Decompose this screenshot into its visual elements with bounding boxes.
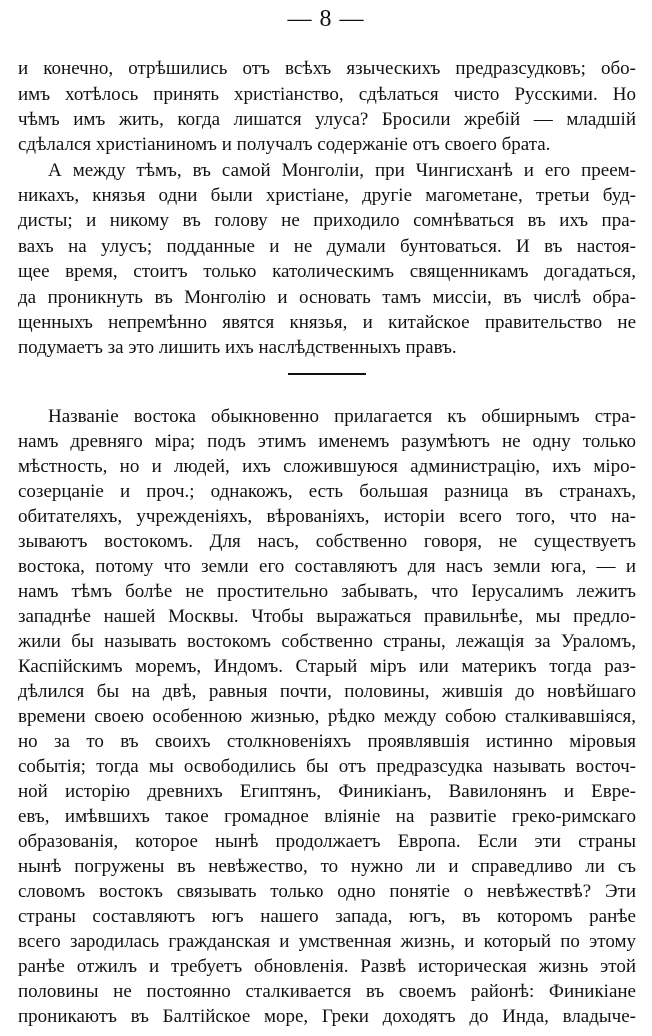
text-line: событія; тогда мы освободились бы отъ предразсудка называть восточ- xyxy=(18,756,636,777)
text-line: А между тѣмъ, въ самой Монголіи, при Чингисханѣ и его преем- xyxy=(48,160,636,181)
text-line: намъ тѣмъ болѣе не простительно забывать, что Іерусалимъ лежитъ xyxy=(18,581,636,602)
text-line: вахъ на улусъ; подданные и не думали бунтоваться. И въ настоя- xyxy=(18,236,636,257)
text-line: и конечно, отрѣшились отъ всѣхъ языческихъ предразсудковъ; обо- xyxy=(18,58,636,79)
text-line: Названіе востока обыкновенно прилагается къ обширнымъ стра- xyxy=(48,406,636,427)
text-line: ранѣе отжилъ и требуетъ обновленія. Развѣ историческая жизнь этой xyxy=(18,956,636,977)
text-line: намъ древняго міра; подъ этимъ именемъ разумѣютъ не одну только xyxy=(18,431,636,452)
section-divider xyxy=(288,373,366,375)
text-line: никахъ, князья одни были христіане, другіе магометане, третьи буд- xyxy=(18,185,636,206)
text-line: Каспійскимъ моремъ, Индомъ. Старый міръ или материкъ тогда раз- xyxy=(18,656,636,677)
text-line: ной исторію древнихъ Египтянъ, Финикіанъ, Вавилонянъ и Евре- xyxy=(18,781,636,802)
text-line: но за то въ своихъ столкновеніяхъ проявлявшія истинно міровыя xyxy=(18,731,636,752)
text-line: западнѣе нашей Москвы. Чтобы выражаться правильнѣе, мы предло- xyxy=(18,606,636,627)
text-line: подумаетъ за это лишить ихъ наслѣдственныхъ правъ. xyxy=(18,337,457,358)
text-line: страны составляютъ югъ нашего запада, югъ, въ которомъ ранѣе xyxy=(18,906,636,927)
text-line: половины не постоянно сталкивается въ своемъ районѣ: Финикіане xyxy=(18,981,636,1002)
text-line: щенныхъ непремѣнно явятся князья, и китайское правительство не xyxy=(18,312,636,333)
text-line: чѣмъ имъ жить, когда лишатся улуса? Бросили жребій — младшій xyxy=(18,109,636,130)
text-line: словомъ востокъ связывать только одно понятіе о невѣжествѣ? Эти xyxy=(18,881,636,902)
text-line: обитателяхъ, учрежденіяхъ, вѣрованіяхъ, исторіи всего того, что на- xyxy=(18,506,636,527)
page-number: — 8 — xyxy=(287,6,365,32)
text-line: мѣстность, но и людей, ихъ сложившуюся администрацію, ихъ міро- xyxy=(18,456,636,477)
text-line: созерцаніе и проч.; однакожъ, есть большая разница въ странахъ, xyxy=(18,481,636,502)
text-line: имъ хотѣлось принять христіанство, сдѣлаться чисто Русскими. Но xyxy=(18,84,636,105)
text-line: всего зародилась гражданская и умственная жизнь, и который по этому xyxy=(18,931,636,952)
text-line: евъ, имѣвшихъ такое громадное вліяніе на развитіе греко-римскаго xyxy=(18,806,636,827)
text-line: нынѣ погружены въ невѣжество, то нужно ли и справедливо ли съ xyxy=(18,856,636,877)
text-line: востока, потому что земли его составляютъ для насъ земли юга, — и xyxy=(18,556,636,577)
text-line: щее время, стоитъ только католическимъ священникамъ догадаться, xyxy=(18,261,636,282)
text-line: да проникнуть въ Монголію и основать тамъ миссіи, въ числѣ обра- xyxy=(18,287,636,308)
text-line: образованія, которое нынѣ продолжаетъ Европа. Если эти страны xyxy=(18,831,636,852)
text-line: времени своею особенною жизнью, рѣдко между собою сталкивавшіяся, xyxy=(18,706,636,727)
text-line: проникаютъ въ Балтійское море, Греки доходятъ до Инда, владыче- xyxy=(18,1006,636,1027)
text-line: сдѣлался христіаниномъ и получалъ содержаніе отъ своего брата. xyxy=(18,134,551,155)
text-line: дѣлился бы на двѣ, равныя почти, половины, жившія до новѣйшаго xyxy=(18,681,636,702)
text-line: дисты; и никому въ голову не приходило сомнѣваться въ ихъ пра- xyxy=(18,210,636,231)
text-line: жили бы называть востокомъ собственно страны, лежащія за Ураломъ, xyxy=(18,631,636,652)
text-line: зываютъ востокомъ. Для насъ, собственно говоря, не существуетъ xyxy=(18,531,636,552)
